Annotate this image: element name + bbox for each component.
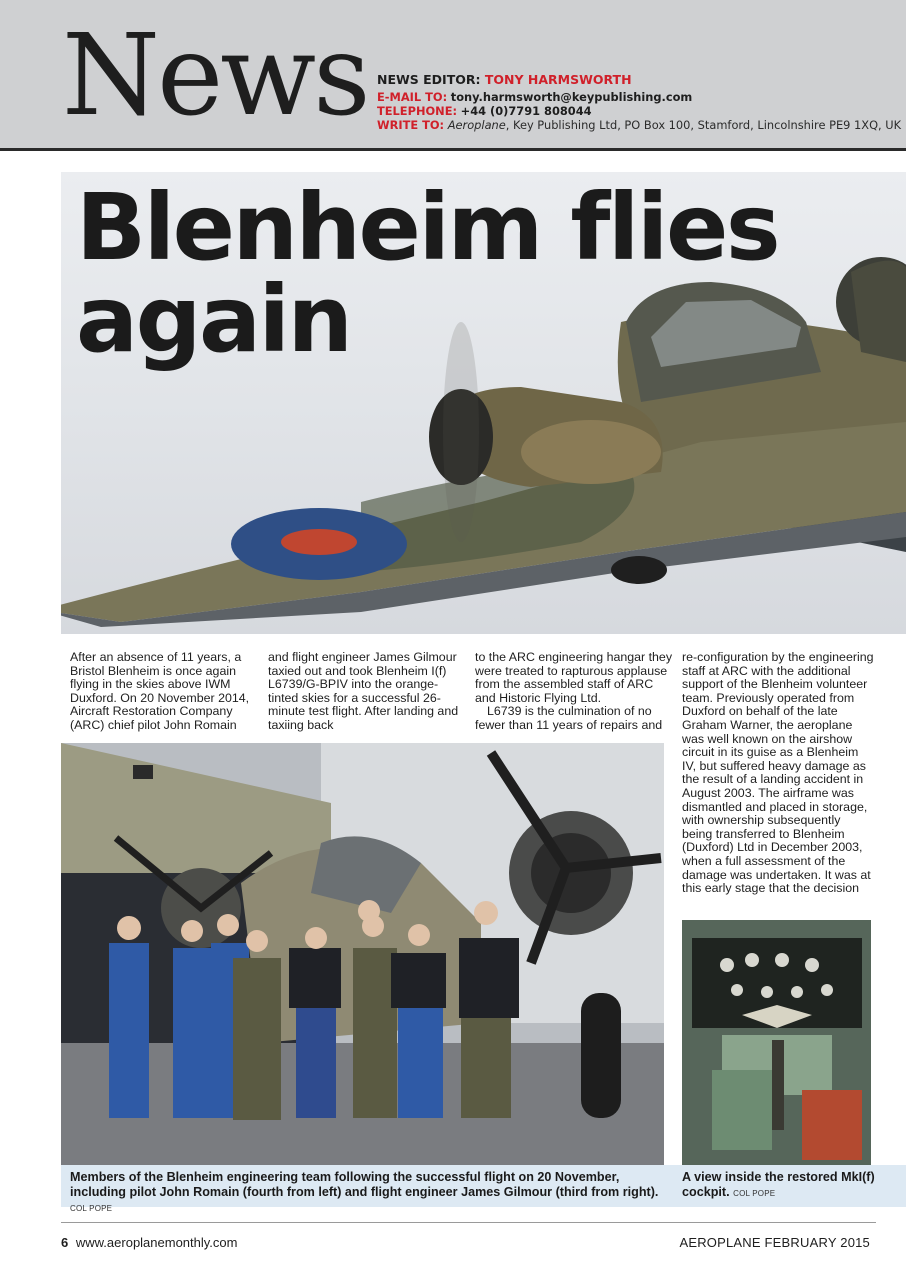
- column-2-text: and flight engineer James Gilmour taxied out and took Blenheim I(f) L6739/G-BPIV into the orange-tinted skies for a successful 26-minute test flight. After landing and taxiing back: [268, 650, 459, 732]
- group-photo-engineering-team: [61, 743, 664, 1165]
- article-column-3: [475, 651, 675, 733]
- masthead-divider: [0, 148, 906, 151]
- editor-name: TONY HARMSWORTH: [484, 72, 632, 87]
- group-photo-credit: COL POPE: [70, 1204, 113, 1213]
- article-column-2: [268, 651, 463, 733]
- write-label: WRITE TO:: [377, 118, 445, 132]
- headline-line-2: again: [76, 266, 351, 373]
- page-number: 6: [61, 1235, 69, 1250]
- email-label: E-MAIL TO:: [377, 90, 448, 104]
- footer-left: [61, 1235, 237, 1250]
- issue-label: AEROPLANE FEBRUARY 2015: [679, 1235, 870, 1250]
- editor-label: NEWS EDITOR:: [377, 72, 481, 87]
- column-4-text: re-configuration by the engineering staff at ARC with the additional support of the Blenheim volunteer team. Previously operated from Duxford on behalf of the late Graham Warner, the aeroplane was well known on the airshow circuit in its guise as a Blenheim IV, but suffered heavy damage as the result of a landing accident in August 2003. The airframe was dismantled and placed in storage, with ownership subsequently being transferred to Blenheim (Duxford) Ltd in December 2003, when a full assessment of the damage was undertaken. It was at this early stage that the decision: [682, 650, 874, 896]
- news-editor-line: [377, 73, 901, 87]
- column-1-text: After an absence of 11 years, a Bristol Blenheim is once again flying in the skies above IWM Duxford. On 20 November 2014, Aircraft Restoration Company (ARC) chief pilot John Romain: [70, 650, 250, 732]
- column-3-paragraph-1: to the ARC engineering hangar they were treated to rapturous applause from the assembled staff of ARC and Historic Flying Ltd.: [475, 650, 673, 705]
- email-value[interactable]: tony.harmsworth@keypublishing.com: [450, 90, 693, 104]
- article-headline: [76, 174, 796, 373]
- group-photo-caption: [70, 1170, 670, 1216]
- phone-label: TELEPHONE:: [377, 104, 458, 118]
- write-address: , Key Publishing Ltd, PO Box 100, Stamford, Lincolnshire PE9 1XQ, UK: [505, 118, 902, 132]
- email-line: [377, 90, 901, 104]
- article-column-1: [70, 651, 260, 733]
- column-3-paragraph-2: L6739 is the culmination of no fewer than 11 years of repairs and: [475, 704, 663, 732]
- contact-details: [377, 73, 901, 132]
- address-line: [377, 118, 901, 132]
- phone-line: [377, 104, 901, 118]
- website-link[interactable]: www.aeroplanemonthly.com: [75, 1235, 238, 1250]
- section-title: News: [62, 11, 368, 141]
- masthead: [0, 0, 906, 148]
- article-column-4: [682, 651, 874, 896]
- cockpit-caption-text: A view inside the restored MkI(f) cockpit.: [682, 1170, 875, 1199]
- footer-divider: [61, 1222, 876, 1223]
- phone-value: +44 (0)7791 808044: [460, 104, 592, 118]
- headline-line-1: Blenheim flies: [76, 174, 779, 281]
- cockpit-photo-caption: [682, 1170, 882, 1201]
- cockpit-photo-credit: COL POPE: [733, 1189, 776, 1198]
- cockpit-photo: [682, 920, 871, 1165]
- group-caption-text: Members of the Blenheim engineering team following the successful flight on 20 November, including pilot John Romain (fourth from left) and flight engineer James Gilmour (third from right).: [70, 1170, 659, 1199]
- write-publication: Aeroplane: [447, 118, 506, 132]
